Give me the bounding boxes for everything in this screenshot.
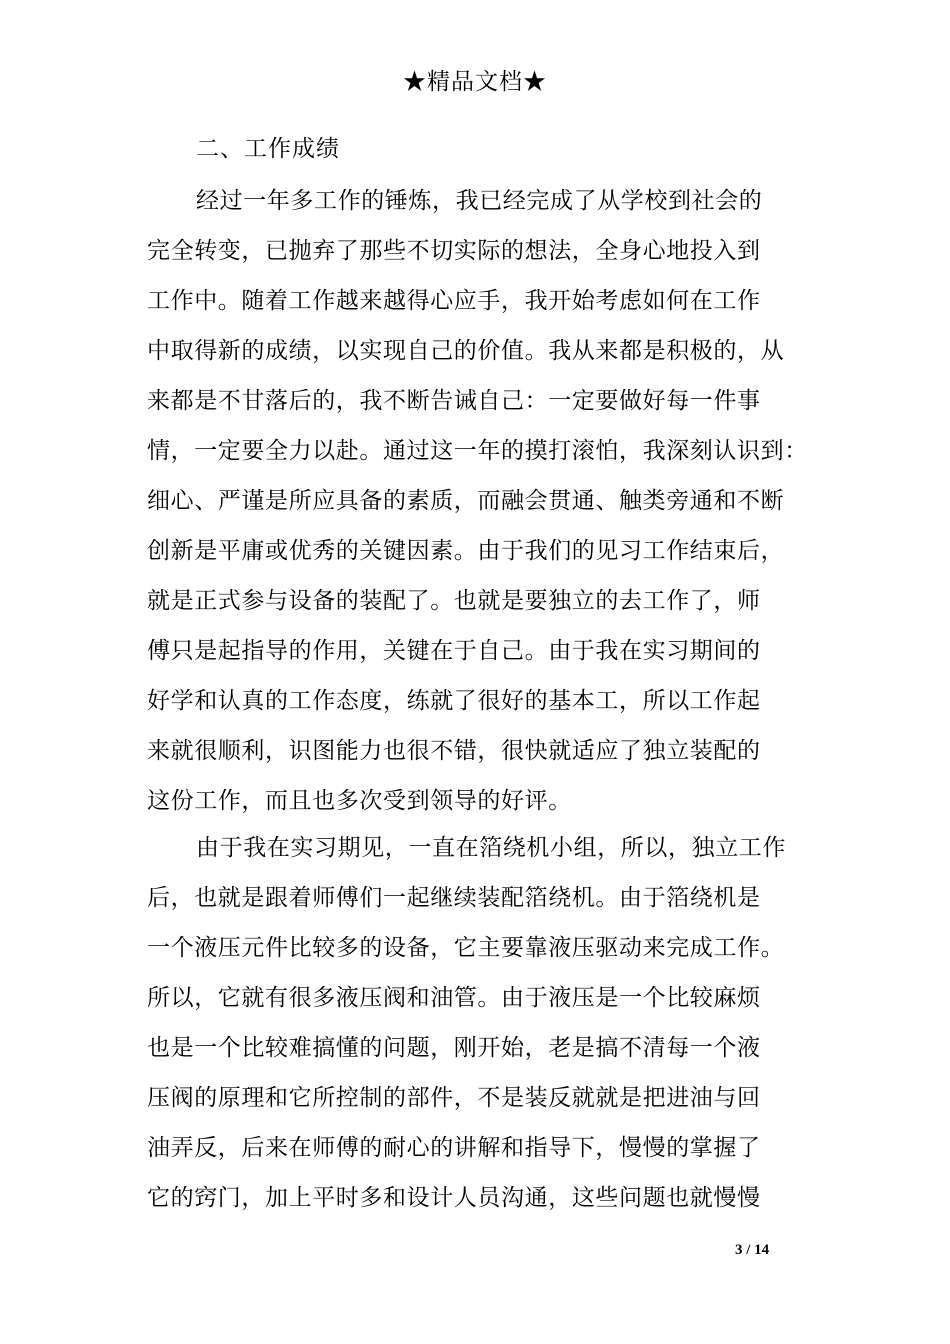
paragraph-line: 它的窍门，加上平时多和设计人员沟通，这些问题也就慢慢 <box>147 1185 761 1211</box>
paragraph-line: 由于我在实习期见，一直在箔绕机小组，所以，独立工作 <box>196 835 786 861</box>
document-header: ★精品文档★ <box>403 69 547 95</box>
paragraph-line: 就是正式参与设备的装配了。也就是要独立的去工作了，师 <box>147 588 761 614</box>
paragraph-line: 来都是不甘落后的，我不断告诫自己：一定要做好每一件事 <box>147 388 761 414</box>
paragraph-line: 所以，它就有很多液压阀和油管。由于液压是一个比较麻烦 <box>147 985 761 1011</box>
paragraph-line: 这份工作，而且也多次受到领导的好评。 <box>147 788 572 814</box>
paragraph-line: 一个液压元件比较多的设备，它主要靠液压驱动来完成工作。 <box>147 935 785 961</box>
paragraph-line: 细心、严谨是所应具备的素质，而融会贯通、触类旁通和不断 <box>147 488 785 514</box>
paragraph-1 <box>147 176 819 826</box>
paragraph-line: 也是一个比较难搞懂的问题，刚开始，老是搞不清每一个液 <box>147 1035 761 1061</box>
paragraph-line: 情，一定要全力以赴。通过这一年的摸打滚怕，我深刻认识到： <box>147 438 808 464</box>
paragraph-line: 压阀的原理和它所控制的部件，不是装反就就是把进油与回 <box>147 1085 761 1111</box>
paragraph-line: 中取得新的成绩，以实现自己的价值。我从来都是积极的，从 <box>147 338 785 364</box>
paragraph-2 <box>147 823 819 1223</box>
page-number: 3 / 14 <box>735 1242 770 1258</box>
paragraph-line: 后，也就是跟着师傅们一起继续装配箔绕机。由于箔绕机是 <box>147 885 761 911</box>
section-heading: 二、工作成绩 <box>196 136 340 162</box>
paragraph-line: 创新是平庸或优秀的关键因素。由于我们的见习工作结束后， <box>147 538 785 564</box>
paragraph-line: 工作中。随着工作越来越得心应手，我开始考虑如何在工作 <box>147 288 761 314</box>
paragraph-line: 经过一年多工作的锤炼，我已经完成了从学校到社会的 <box>196 188 763 214</box>
paragraph-line: 好学和认真的工作态度，练就了很好的基本工，所以工作起 <box>147 688 761 714</box>
paragraph-line: 来就很顺利，识图能力也很不错，很快就适应了独立装配的 <box>147 738 761 764</box>
paragraph-line: 傅只是起指导的作用，关键在于自己。由于我在实习期间的 <box>147 638 761 664</box>
paragraph-line: 油弄反，后来在师傅的耐心的讲解和指导下，慢慢的掌握了 <box>147 1135 761 1161</box>
paragraph-line: 完全转变，已抛弃了那些不切实际的想法，全身心地投入到 <box>147 238 761 264</box>
